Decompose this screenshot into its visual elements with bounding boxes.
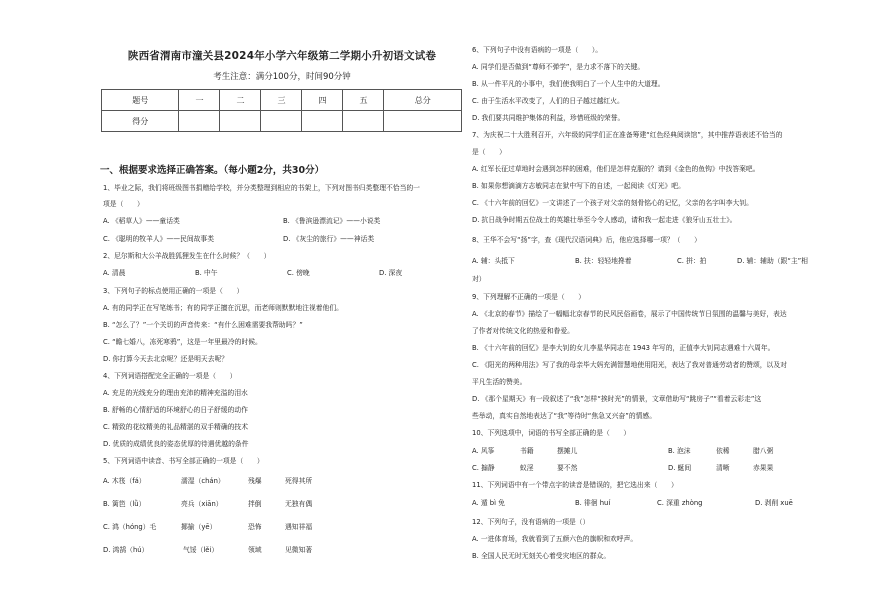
option-a: A. 辅：头抵下 [472, 257, 515, 265]
option-d: D. 鸿鹄（hú） [103, 546, 149, 554]
question-stem: 项是（ ） [103, 200, 144, 208]
option-d: D. 蜒间 [668, 464, 692, 472]
question-stem: 12、下列句子，没有语病的一项是（） [472, 518, 590, 526]
score-cell: 得分 [102, 111, 179, 132]
exam-title: 陕西省渭南市潼关县2024年小学六年级第二学期小升初语文试卷 [127, 50, 437, 62]
option-word: 书籍 [520, 447, 534, 455]
question-stem: 7、为庆祝二十大胜利召开，六年级的同学们正在准备筹建“红色经典阅读馆”，其中推荐语表述不恰当的 [472, 131, 783, 139]
option-d-continued: 对） [472, 275, 486, 283]
option-d: D. 优质的成绩优良的姿态优厚的待遇优越的条件 [103, 440, 249, 448]
score-cell: 一 [179, 90, 220, 111]
option-a: A. 充足的光线充分的理由充沛的精神充溢的泪水 [103, 389, 248, 397]
score-cell [302, 111, 343, 132]
option-b: B. 泡沫 [668, 447, 691, 455]
option-word: 赤果果 [753, 464, 774, 472]
option-word: 腊八粥 [753, 447, 774, 455]
question-stem: 1、毕业之际，我们将班级图书捐赠给学校，并分类整理到相应的书架上，下列对图书归类整理不恰当的一 [103, 184, 420, 192]
option-c: C. 《聪明的牧羊人》——民间故事类 [103, 235, 215, 243]
option-d: D. 剥削 xuē [755, 499, 793, 507]
option-a: A. 《稻草人》——童话类 [103, 217, 180, 225]
option-c: C. 《十六年前的回忆》一文讲述了一个孩子对父亲的刻骨铭心的记忆，父亲的名字叫李大钊。 [472, 199, 753, 207]
option-d: D. 深夜 [379, 269, 403, 277]
score-cell [220, 111, 261, 132]
option-a: A. 遁 bì 免 [472, 499, 505, 507]
question-stem: 10、下列选项中，词语的书写全部正确的是（ ） [472, 429, 631, 437]
option-b: B. 舒畅的心情舒适的环境舒心的日子舒缓的动作 [103, 406, 248, 414]
option-word: 遇知祥福 [285, 523, 313, 531]
option-b: B. 徘徊 huí [575, 499, 611, 507]
option-d: D. 《那个星期天》有一段叙述了“我”怎样“挨时光”的情景，文章借助写“跳房子”“看着云彩走”这 [472, 395, 762, 403]
option-b: B. 如果你想滴滴方志敏同志在狱中写下的自述，一起阅读《灯光》吧。 [472, 182, 685, 190]
score-cell: 总分 [384, 90, 462, 111]
question-stem: 5、下列词语中读音、书写全部正确的一项是（ ） [103, 457, 264, 465]
option-c: C. 深重 zhòng [657, 499, 703, 507]
option-word: 领域 [248, 546, 262, 554]
score-cell [261, 111, 302, 132]
question-stem: 2、尼尔斯和大公羊战胜狐狸发生在什么时候？（ ） [103, 252, 271, 260]
option-a: A. 一进体育场，我就看到了五颜六色的旗帜和欢呼声。 [472, 535, 638, 543]
score-table-score-row [102, 111, 462, 132]
option-c: C. 鸿（hóng）毛 [103, 523, 157, 531]
option-a: A. 有的同学正在写笔练书；有的同学正擅在沉思，而老师则默默地注视着他们。 [103, 304, 343, 312]
option-d: D. 你打算今天去北京呢？还是明天去呢？ [103, 355, 229, 363]
option-a: A. 木筏（fá） [103, 477, 146, 485]
option-c: C. 拼：拍 [677, 257, 707, 265]
option-word: 残爆 [248, 477, 262, 485]
score-table-header-row [102, 90, 462, 111]
option-b: B. 《鲁滨逊漂流记》——小说类 [283, 217, 381, 225]
option-word: 摆摊儿 [557, 447, 578, 455]
option-a-continued: 了作者对传统文化的热爱和眷爱。 [472, 327, 574, 335]
option-d-continued: 些举动，真实自然地表达了“我”等待时“焦急又兴奋”的情感。 [472, 412, 657, 420]
option-word: 清晰 [716, 464, 730, 472]
option-d: D. 《灰尘的旅行》——神话类 [283, 235, 375, 243]
option-c: C. 由于生活水平改变了，人们的日子越过越红火。 [472, 97, 624, 105]
option-b: B. 《十六年前的回忆》是李大钊的女儿李星华同志在 1943 年写的，正值李大钊同志遇难十六周年。 [472, 344, 775, 352]
question-stem: 3、下列句子的标点使用正确的一项是（ ） [103, 287, 244, 295]
option-word: 亮兵（xiān） [181, 500, 223, 508]
option-word: 无独有偶 [285, 500, 313, 508]
option-a: A. 《北京的春节》描绘了一幅幅北京春节的民风民俗画卷，展示了中国传统节日氛围的温馨与美好，表达 [472, 310, 787, 318]
option-a: A. 风筝 [472, 447, 495, 455]
question-stem: 6、下列句子中没有语病的一项是（ ）。 [472, 46, 603, 54]
option-word: 要不然 [557, 464, 578, 472]
score-cell: 三 [261, 90, 302, 111]
exam-notice: 考生注意：满分100分，时间90分钟 [213, 72, 351, 82]
option-word: 蚁淫 [520, 464, 534, 472]
option-b: B. 篱笆（lǜ） [103, 500, 146, 508]
option-word: 气馁（lěi） [183, 546, 219, 554]
option-a: A. 同学们是否做到“尊师不弹学”，是力求不落下的关键。 [472, 63, 645, 71]
score-cell [343, 111, 384, 132]
option-c: C. 搧静 [472, 464, 495, 472]
option-d: D. 抗日战争时期五位战士的英雄壮举至今令人感动，请和我一起走进《狼牙山五壮士》。 [472, 216, 737, 224]
section-heading: 一、根据要求选择正确答案。（每小题2分，共30分） [100, 165, 325, 176]
option-b: B. “怎么了？”一个关切的声音传来：“有什么困难需要我帮助吗？” [103, 321, 303, 329]
option-word: 依稀 [716, 447, 730, 455]
option-c: C. “瞻七婚八，冻死寒鸦”，这是一年里最冷的时候。 [103, 338, 262, 346]
option-b: B. 全国人民无时无刻关心着受灾地区的群众。 [472, 552, 611, 560]
question-stem: 4、下列词语搭配完全正确的一项是（ ） [103, 372, 237, 380]
option-d: D. 我们要共同维护集体的利益，珍惜班级的荣誉。 [472, 114, 625, 122]
score-cell: 二 [220, 90, 261, 111]
question-stem: 是（ ） [472, 148, 506, 156]
option-b: B. 扶：轻轻地搀着 [575, 257, 632, 265]
score-cell: 五 [343, 90, 384, 111]
option-word: 揶揄（yē） [181, 523, 217, 531]
option-c: C. 精致的花纹精美的礼品精湛的双手精确的技术 [103, 423, 249, 431]
option-word: 见微知著 [285, 546, 313, 554]
option-b: B. 中午 [195, 269, 218, 277]
option-word: 恐怖 [248, 523, 262, 531]
score-cell [384, 111, 462, 132]
score-cell: 四 [302, 90, 343, 111]
option-a: A. 清晨 [103, 269, 126, 277]
score-table [101, 89, 462, 132]
question-stem: 9、下列理解不正确的一项是（ ） [472, 293, 586, 301]
option-word: 死得其所 [285, 477, 313, 485]
option-c: C. 《阳光的两种用法》写了我的母亲毕大妈充满智慧地使用阳光，表达了我对普通劳动者的赞颂，以及对 [472, 361, 787, 369]
option-b: B. 从一件平凡的小事中，我们使我明白了一个人生中的大道理。 [472, 80, 665, 88]
option-word: 濡湿（chán） [181, 477, 225, 485]
option-c-continued: 平凡生活的赞美。 [472, 378, 527, 386]
option-d: D. 辅：辅助（跟“主”相 [737, 257, 808, 265]
question-stem: 8、王华不会写“扬”字，查《现代汉语词典》后，他应选择哪一项？（ ） [472, 236, 701, 244]
score-cell [179, 111, 220, 132]
score-cell: 题号 [102, 90, 179, 111]
question-stem: 11、下列词语中有一个带点字的读音是错误的，把它选出来（ ） [472, 481, 678, 489]
option-a: A. 红军长征过草地时会遇到怎样的困难，他们是怎样克服的？请到《金色的鱼钩》中找答案吧。 [472, 165, 760, 173]
option-c: C. 傍晚 [287, 269, 310, 277]
option-word: 拌倒 [248, 500, 262, 508]
